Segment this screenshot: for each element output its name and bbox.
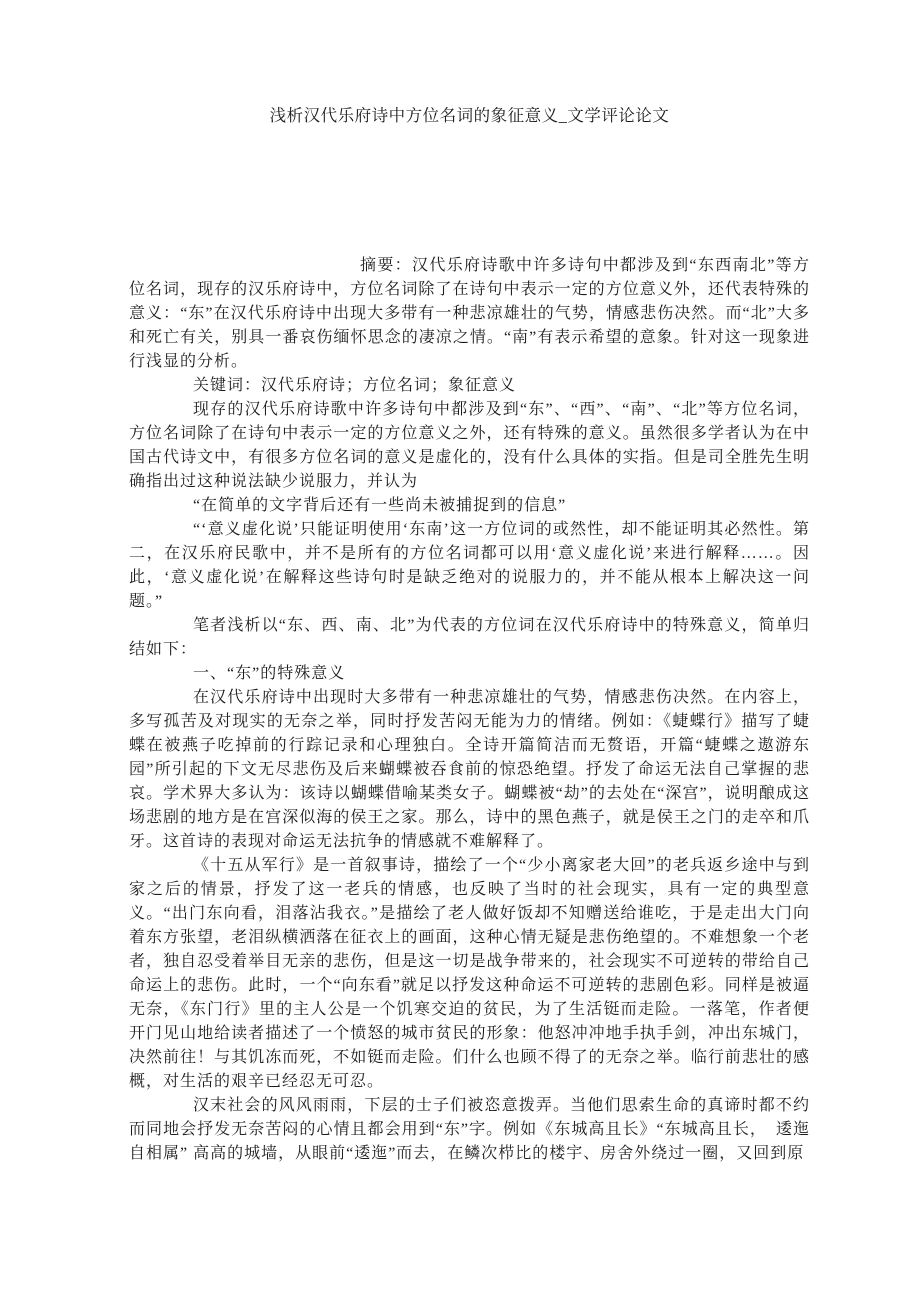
- quote-paragraph: “在简单的文字背后还有一些尚未被捕捉到的信息”: [193, 497, 567, 514]
- body-paragraph: 《十五从军行》是一首叙事诗，描绘了一个“少小离家老大回”的老兵返乡途中与到家之后的情景，抒发了这一老兵的情感，也反映了当时的社会现实，具有一定的典型意义。“出门东向看，泪落沾我衣。”是描绘了老人做好饭却不知赠送给谁吃，于是走出大门向着东方张望，老泪纵横洒落在征衣上的画面，这种心情无疑是悲伤绝望的。不难想象一个老者，独自忍受着举目无亲的悲伤，但是这一切是战争带来的，社会现实不可逆转的带给自己命运上的悲伤。此时，一个“向东看”就足以抒发这种命运不可逆转的悲剧色彩。同样是被逼无奈，《东门行》里的主人公是一个饥寒交迫的贫民，为了生活铤而走险。一落笔，作者便开门见山地给读者描述了一个愤怒的城市贫民的形象：他怒冲冲地手执手剑，冲出东城门，决然前往！与其饥冻而死，不如铤而走险。们什么也顾不得了的无奈之举。临行前悲壮的感概，对生活的艰辛已经忍无可忍。: [129, 857, 810, 1090]
- body-paragraph: 汉末社会的风风雨雨，下层的士子们被恣意拨弄。当他们思索生命的真谛时都不约而同地会抒发无奈苦闷的心情且都会用到“东”字。例如《东城高且长》“东城高且长， 逶迤自相属” 高高的城墙，从眼前“逶迤”而去，在鳞次栉比的楼宇、房舍外绕过一圈，又回到原: [129, 1097, 810, 1162]
- body-paragraph: 现存的汉代乐府诗歌中许多诗句中都涉及到“东”、“西”、“南”、“北”等方位名词，方位名词除了在诗句中表示一定的方位意义之外，还有特殊的意义。虽然很多学者认为在中国古代诗文中，有很多方位名词的意义是虚化的，没有什么具体的实指。但是司全胜先生明确指出过这种说法缺少说服力，并认为: [129, 401, 810, 490]
- section-heading: 一、“东”的特殊意义: [193, 665, 346, 682]
- abstract-paragraph: 摘要：汉代乐府诗歌中许多诗句中都涉及到“东西南北”等方位名词，现存的汉乐府诗中，方位名词除了在诗句中表示一定的方位意义外，还代表特殊的意义：“东”在汉代乐府诗中出现大多带有一种悲凉雄壮的气势，情感悲伤决然。而“北”大多和死亡有关，别具一番哀伤缅怀思念的凄凉之情。“南”有表示希望的意象。针对这一现象进行浅显的分析。: [129, 257, 810, 370]
- quote-paragraph: “‘意义虚化说’只能证明使用‘东南’这一方位词的或然性，却不能证明其必然性。第二，在汉乐府民歌中，并不是所有的方位名词都可以用‘意义虚化说’来进行解释……。因此，‘意义虚化说’在解释这些诗句时是缺乏绝对的说服力的，并不能从根本上解决这一问题。”: [129, 521, 810, 610]
- keywords-line: 关键词：汉代乐府诗；方位名词；象征意义: [193, 377, 517, 394]
- body-paragraph: 笔者浅析以“东、西、南、北”为代表的方位词在汉代乐府诗中的特殊意义，简单归结如下：: [129, 617, 810, 658]
- page-title: 浅析汉代乐府诗中方位名词的象征意义_文学评论论文: [269, 106, 670, 125]
- body-paragraph: 在汉代乐府诗中出现时大多带有一种悲凉雄壮的气势，情感悲伤决然。在内容上，多写孤苦及对现实的无奈之举，同时抒发苦闷无能为力的情绪。例如：《蜨蝶行》描写了蜨蝶在被燕子吃掉前的行踪记录和心理独白。全诗开篇简洁而无赘语，开篇“蜨蝶之遨游东园”所引起的下文无尽悲伤及后来蝴蝶被吞食前的惊恐绝望。抒发了命运无法自己掌握的悲哀。学术界大多认为：该诗以蝴蝶借喻某类女子。蝴蝶被“劫”的去处在“深宫”，说明酿成这场悲剧的地方是在宫深似海的侯王之家。那么，诗中的黑色燕子，就是侯王之门的走卒和爪牙。这首诗的表现对命运无法抗争的情感就不难解释了。: [129, 689, 810, 850]
